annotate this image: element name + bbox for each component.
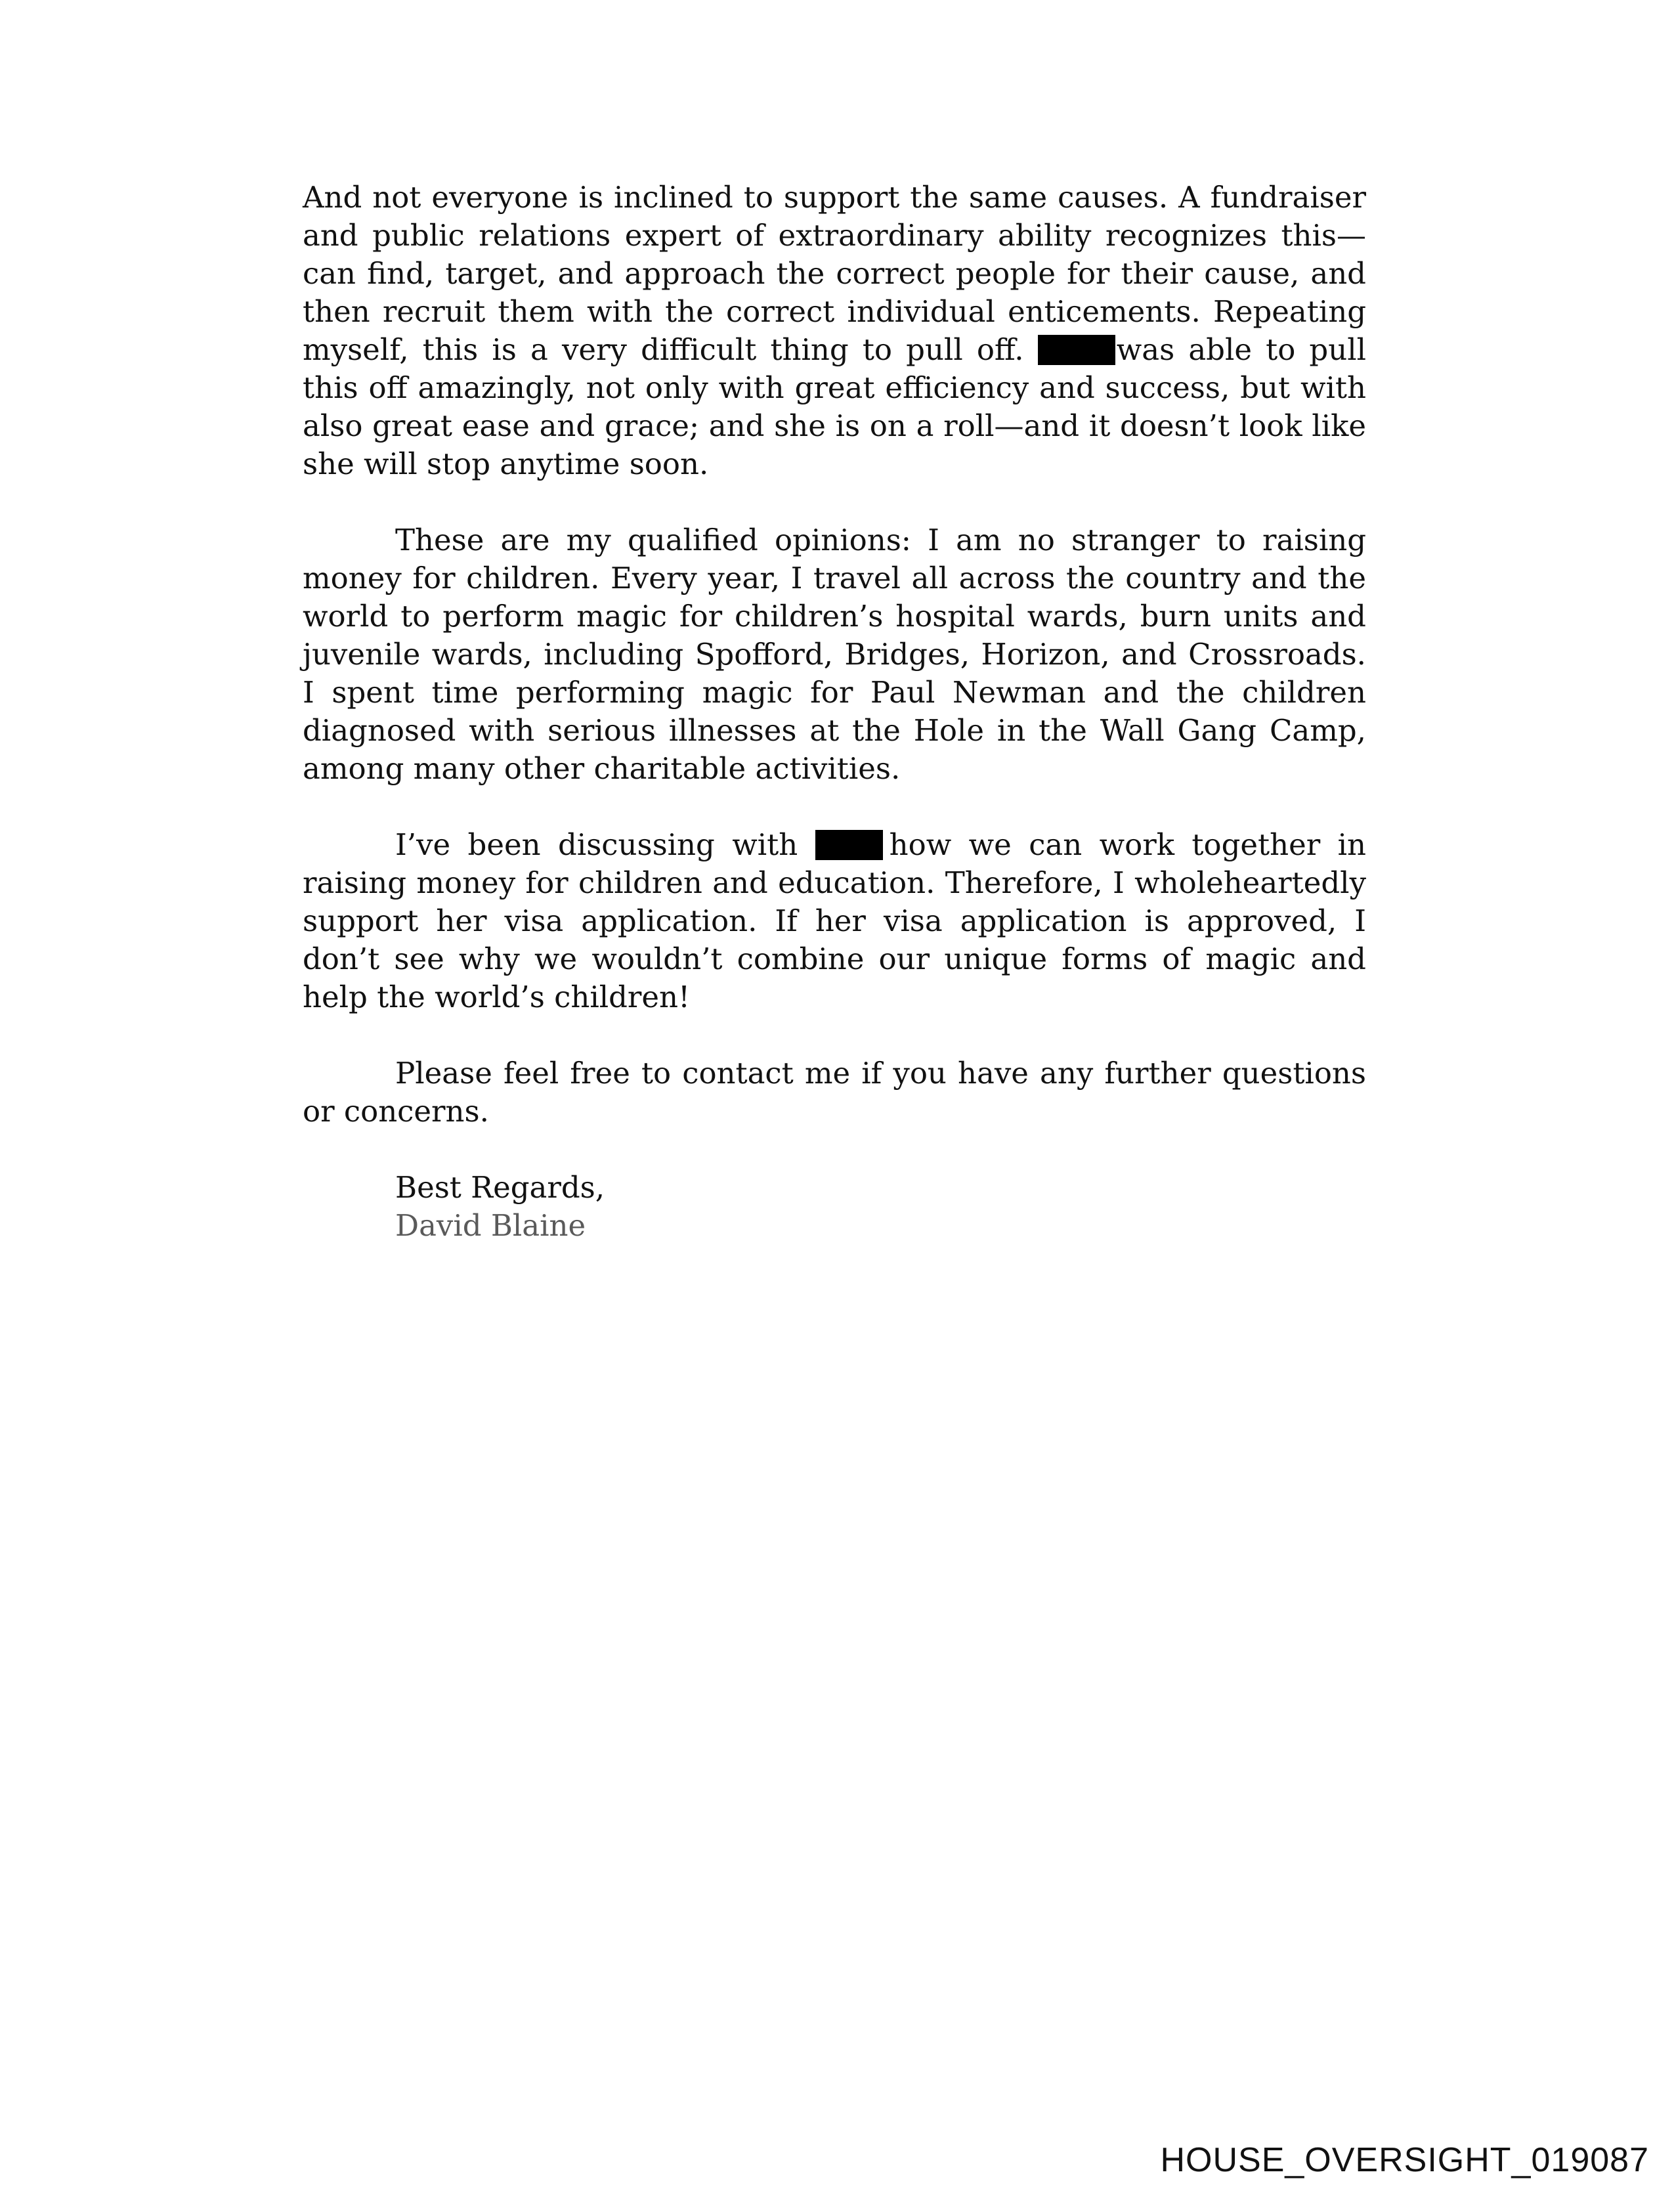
redaction-box <box>815 830 883 860</box>
closing-salutation: Best Regards, <box>395 1170 605 1205</box>
paragraph-support <box>303 826 1366 1016</box>
paragraph-contact: Please feel free to contact me if you have any further questions or concerns. <box>303 1056 1366 1129</box>
bates-number: HOUSE_OVERSIGHT_019087 <box>1160 2141 1649 2179</box>
paragraph-support-text-2: how we can work together in raising money for children and education. Therefore, I wholeheartedly support her visa application. If her visa application is approved, I don’t see why we wouldn’t combine our unique forms of magic and help the world’s children! <box>303 827 1367 1014</box>
redaction-box <box>1038 335 1115 365</box>
letter-body <box>303 179 1366 1207</box>
paragraph-support-text-1: I’ve been discussing with <box>395 827 815 862</box>
paragraph-qualifications: These are my qualified opinions: I am no stranger to raising money for children. Every year, I travel all across the country and the world to perform magic for children’s hospital wards, burn units and juvenile wards, including Spofford, Bridges, Horizon, and Crossroads. I spent time performing magic for Paul Newman and the children diagnosed with serious illnesses at the Hole in the Wall Gang Camp, among many other charitable activities. <box>303 523 1366 786</box>
paragraph-fundraising <box>303 179 1366 483</box>
paragraph-fundraising-text-2: was able to pull this off amazingly, not only with great efficiency and success, but with also great ease and grace; and she is on a roll—and it doesn’t look like she will stop anytime soon. <box>303 332 1366 481</box>
signature-name: David Blaine <box>395 1208 586 1243</box>
paragraph-fundraising-text-1: And not everyone is inclined to support the same causes. A fundraiser and public relations expert of extraordinary ability recognizes this—can find, target, and approach the correct people for their cause, and then recruit them with the correct individual enticements. Repeating myself, this is a very difficult thing to pull off. <box>303 180 1366 367</box>
